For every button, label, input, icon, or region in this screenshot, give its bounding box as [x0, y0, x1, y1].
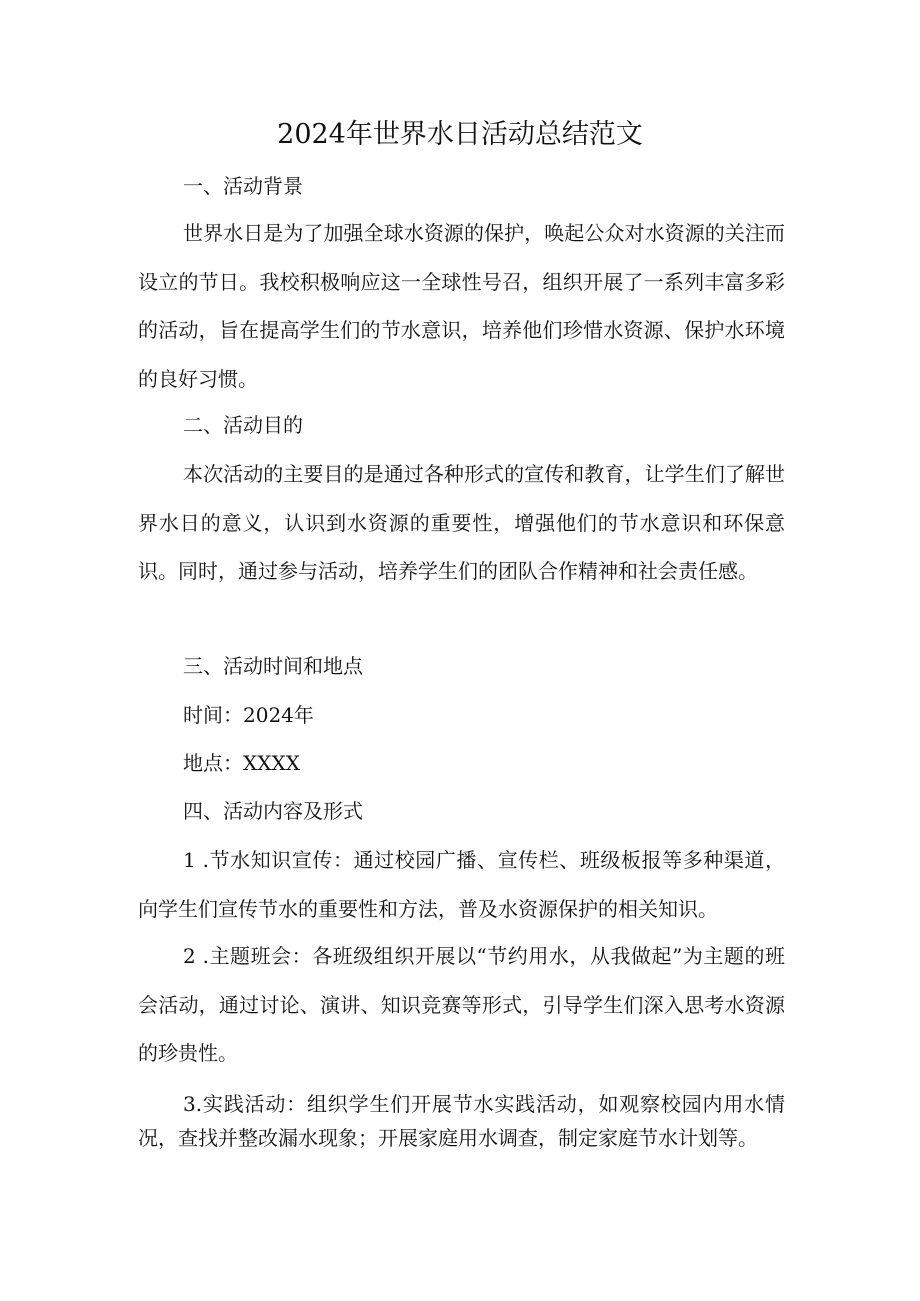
event-time: 时间：2024年	[183, 703, 314, 727]
paragraph-purpose: 本次活动的主要目的是通过各种形式的宣传和教育，让学生们了解世界水日的意义，认识到水资源的重要性，增强他们的节水意识和环保意识。同时，通过参与活动，培养学生们的团队合作精神和社会责任感。	[138, 462, 785, 583]
section-heading-time-place: 三、活动时间和地点	[183, 654, 363, 678]
document-title: 2024年世界水日活动总结范文	[277, 119, 643, 150]
paragraph-background: 世界水日是为了加强全球水资源的保护，唤起公众对水资源的关注而设立的节日。我校积极响应这一全球性号召，组织开展了一系列丰富多彩的活动，旨在提高学生们的节水意识，培养他们珍惜水资源、保护水环境的良好习惯。	[138, 221, 785, 391]
content-item-3: 3.实践活动：组织学生们开展节水实践活动，如观察校园内用水情况，查找并整改漏水现象；开展家庭用水调查，制定家庭节水计划等。	[138, 1092, 785, 1150]
content-item-1: 1 .节水知识宣传：通过校园广播、宣传栏、班级板报等多种渠道，向学生们宣传节水的重要性和方法，普及水资源保护的相关知识。	[138, 848, 785, 921]
content-item-2: 2 .主题班会：各班级组织开展以“节约用水，从我做起”为主题的班会活动，通过讨论、演讲、知识竞赛等形式，引导学生们深入思考水资源的珍贵性。	[138, 944, 785, 1065]
section-heading-content: 四、活动内容及形式	[183, 799, 363, 823]
event-place: 地点：XXXX	[183, 751, 300, 775]
section-heading-purpose: 二、活动目的	[183, 413, 303, 437]
section-heading-background: 一、活动背景	[183, 174, 303, 198]
